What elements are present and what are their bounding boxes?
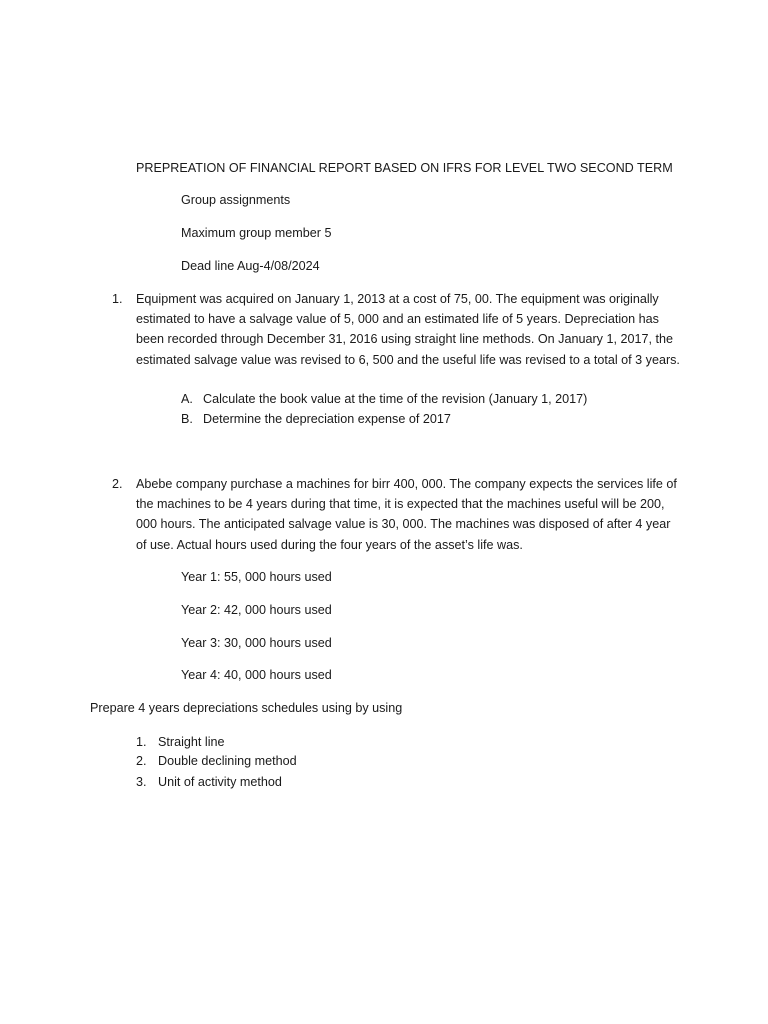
- year-4-hours: Year 4: 40, 000 hours used: [181, 668, 332, 682]
- deadline-label: Dead line Aug-4/08/2024: [181, 259, 320, 273]
- year-1-hours: Year 1: 55, 000 hours used: [181, 570, 332, 584]
- instructions-text: Prepare 4 years depreciations schedules using by using: [90, 701, 403, 715]
- method-1-text: Straight line: [158, 735, 225, 749]
- question-2-number: 2.: [112, 477, 123, 491]
- question-1-subitem-b-text: Determine the depreciation expense of 2017: [203, 412, 451, 426]
- max-group-members-label: Maximum group member 5: [181, 226, 332, 240]
- question-1-subitem-b-marker: B.: [181, 412, 193, 426]
- method-2-text: Double declining method: [158, 754, 297, 768]
- year-3-hours: Year 3: 30, 000 hours used: [181, 636, 332, 650]
- question-1-subitem-a-marker: A.: [181, 392, 193, 406]
- question-1-text: Equipment was acquired on January 1, 2013 at a cost of 75, 00. The equipment was originally estimated to have a salvage value of 5, 000 and an estimated life of 5 years. Depreciation has been recorded through December 31, 2016 using straight line methods. On January 1, 2017, the estimated salvage value was revised to 6, 500 and the useful life was revised to a total of 3 years.: [136, 292, 680, 367]
- method-3-text: Unit of activity method: [158, 775, 282, 789]
- method-3-marker: 3.: [136, 775, 147, 789]
- question-1-subitem-a-text: Calculate the book value at the time of the revision (January 1, 2017): [203, 392, 588, 406]
- document-title: PREPREATION OF FINANCIAL REPORT BASED ON IFRS FOR LEVEL TWO SECOND TERM: [136, 161, 673, 175]
- question-1-number: 1.: [112, 292, 123, 306]
- method-2-marker: 2.: [136, 754, 147, 768]
- year-2-hours: Year 2: 42, 000 hours used: [181, 603, 332, 617]
- group-assignments-label: Group assignments: [181, 193, 291, 207]
- question-2-text: Abebe company purchase a machines for birr 400, 000. The company expects the services life of the machines to be 4 years during that time, it is expected that the machines useful will be 200, 000 hours. The anticipated salvage value is 30, 000. The machines was disposed of after 4 year of use. Actual hours used during the four years of the asset’s life was.: [136, 477, 677, 552]
- method-1-marker: 1.: [136, 735, 147, 749]
